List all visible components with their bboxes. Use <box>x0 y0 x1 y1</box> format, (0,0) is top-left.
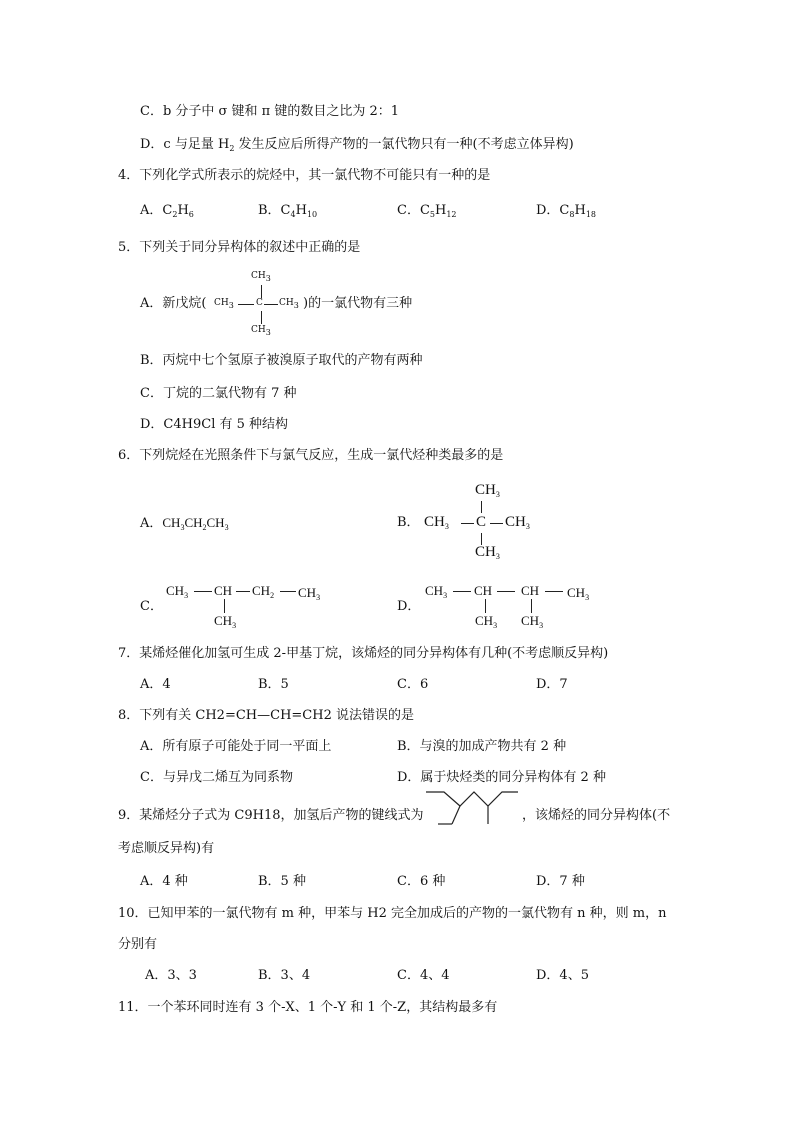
q8-option-d: D．属于炔烃类的同分异构体有 2 种 <box>397 770 606 785</box>
q10-option-a: A．3、3 <box>145 968 197 983</box>
q9-stem-part2: ，该烯烃的同分异构体(不 <box>522 808 671 823</box>
q9-stem-part1: 9．某烯烃分子式为 C9H18，加氢后产物的键线式为 <box>118 808 424 823</box>
q7-option-b: B．5 <box>258 677 289 692</box>
q6-option-a: A．$CH_3CH_2CH_3$ <box>140 515 229 532</box>
q10-stem-line2: 分别有 <box>118 937 158 952</box>
q10-option-d: D．4、5 <box>536 968 589 983</box>
q3-option-c: C．b 分子中 σ 键和 π 键的数目之比为 2：1 <box>140 104 400 119</box>
document-page: C．b 分子中 σ 键和 π 键的数目之比为 2：1 D．c 与足量 $H_2$ 发生反应后所得产物的一氯代物只有一种(不考虑立体异构) 4．下列化学式所表示的烷烃中，其一氯代物不可能只有一种的是 A．$C_2H_6$ B．$C_4H_{10}$ C．$C_5H_{12}$ D．$C_8H_{18}$ 5．下列关于同分异构体的叙述中正确的是 A．新戊烷( $CH_3$ $CH_3$ C $CH_3$ $CH_3$ )的一氯代物有三种 B．丙烷中七个氢原子被溴原子取代的产物有两种 C．丁烷的二氯代物有 7 种 D．C4H9Cl 有 5 种结构 6．下列烷烃在光照条件下与氯气反应，生成一氯代烃种类最多的是 A．$CH_3CH_2CH_3$ B． $CH_3$ $CH_3$ C $CH_3$ $CH_3$ C． $CH_3$ CH $CH_2$ $CH_3$ $CH_3$ D． $CH_3$ CH CH $CH_3$ $CH_3$ $CH_3$ 7．某烯烃催化加氢可生成 2-甲基丁烷，该烯烃的同分异构体有几种(不考虑顺反异构) A．4 B．5 C．6 D．7 8．下列有关 CH2=CH—CH=CH2 说法错误的是 A．所有原子可能处于同一平面上 B．与溴的加成产物共有 2 种 C．与异戊二烯互为同系物 D．属于炔烃类的同分异构体有 2 种 9．某烯烃分子式为 C9H18，加氢后产物的键线式为 ，该烯烃的同分异构体(不 考虑顺反异构)有 A．4 种 B．5 种 C．6 种 D．7 种 10．已知甲苯的一氯代物有 m 种，甲苯与 H2 完全加成后的产物的一氯代物有 n 种，则 m，n 分别有 A．3、3 B．3、4 C．4、4 D．4、5 11．一个苯环同时连有 3 个-X、1 个-Y 和 1 个-Z，其结构最多有 <box>118 104 671 1015</box>
q5-option-c: C．丁烷的二氯代物有 7 种 <box>140 386 297 401</box>
q6-option-d-label: D． <box>397 599 421 614</box>
q5-option-a-suffix: )的一氯代物有三种 <box>303 296 413 311</box>
q9-option-c: C．6 种 <box>397 874 446 889</box>
q3-option-d: D．c 与足量 $H_2$ 发生反应后所得产物的一氯代物只有一种(不考虑立体异构) <box>140 137 574 153</box>
q11-stem: 11．一个苯环同时连有 3 个-X、1 个-Y 和 1 个-Z，其结构最多有 <box>118 1000 498 1015</box>
neo-right-ch3: $CH_3$ <box>279 298 299 310</box>
q7-option-c: C．6 <box>397 677 429 692</box>
q10-option-c: C．4、4 <box>397 968 450 983</box>
q4-option-c: C．$C_5H_{12}$ <box>397 203 457 219</box>
q5-stem: 5．下列关于同分异构体的叙述中正确的是 <box>118 240 361 255</box>
q4-option-b: B．$C_4H_{10}$ <box>258 203 318 219</box>
q4-option-a: A．$C_2H_6$ <box>140 203 194 219</box>
q5-option-a-prefix: A．新戊烷( <box>140 296 207 311</box>
q9-option-b: B．5 种 <box>258 874 306 889</box>
q4-stem: 4．下列化学式所表示的烷烃中，其一氯代物不可能只有一种的是 <box>118 168 491 183</box>
q9-option-a: A．4 种 <box>140 874 188 889</box>
neo-bottom-ch3: $CH_3$ <box>251 325 271 337</box>
q8-option-c: C．与异戊二烯互为同系物 <box>140 770 293 785</box>
q9-option-d: D．7 种 <box>536 874 585 889</box>
neo-top-ch3: $CH_3$ <box>251 271 271 283</box>
q7-option-a: A．4 <box>140 677 171 692</box>
q8-stem: 8．下列有关 CH2=CH—CH=CH2 说法错误的是 <box>118 708 414 723</box>
q6-option-c-label: C． <box>140 599 163 614</box>
q7-option-d: D．7 <box>536 677 568 692</box>
neo-left-ch3: $CH_3$ <box>214 298 234 310</box>
skeletal-formula-image <box>422 790 522 830</box>
q10-option-b: B．3、4 <box>258 968 311 983</box>
q8-option-b: B．与溴的加成产物共有 2 种 <box>397 739 567 754</box>
q4-option-d: D．$C_8H_{18}$ <box>536 203 596 219</box>
q6-stem: 6．下列烷烃在光照条件下与氯气反应，生成一氯代烃种类最多的是 <box>118 448 504 463</box>
q8-option-a: A．所有原子可能处于同一平面上 <box>140 739 332 754</box>
q5-option-d: D．C4H9Cl 有 5 种结构 <box>140 417 289 432</box>
q7-stem: 7．某烯烃催化加氢可生成 2-甲基丁烷，该烯烃的同分异构体有几种(不考虑顺反异构) <box>118 646 609 661</box>
q10-stem: 10．已知甲苯的一氯代物有 m 种，甲苯与 H2 完全加成后的产物的一氯代物有 n 种，则 m，n <box>118 906 667 921</box>
q9-stem-line2: 考虑顺反异构)有 <box>118 841 215 856</box>
q6-option-b-label: B． <box>397 515 420 530</box>
q5-option-b: B．丙烷中七个氢原子被溴原子取代的产物有两种 <box>140 353 423 368</box>
